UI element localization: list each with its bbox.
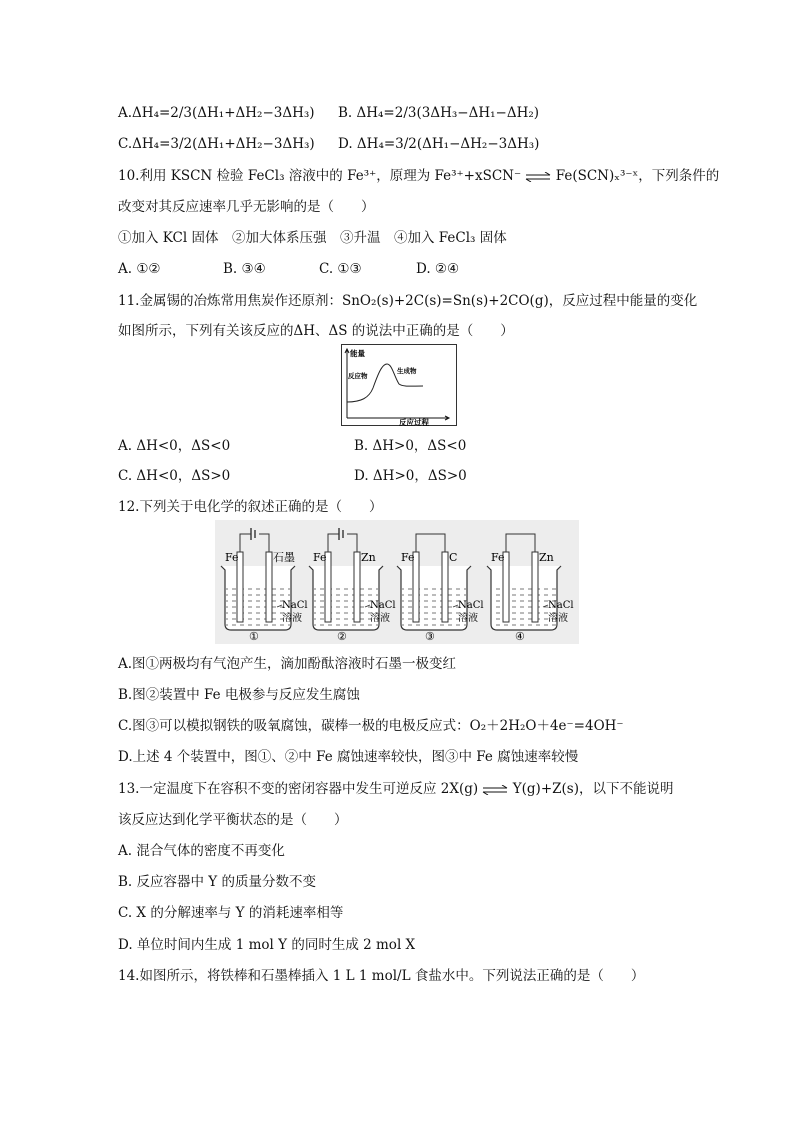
q11-option-d: D. ΔH>0，ΔS>0 — [354, 468, 467, 484]
cell-2-right-label: Zn — [361, 551, 376, 564]
q10-option-b: B. ③④ — [223, 261, 266, 277]
q13-stem-line2: 该反应达到化学平衡状态的是（ ） — [118, 812, 348, 828]
cell-2-sol1: NaCl — [370, 600, 396, 611]
cell-2-number: ② — [337, 630, 347, 643]
q10-option-d: D. ②④ — [416, 261, 460, 277]
cell-3-sol2: 溶液 — [458, 613, 478, 624]
cell-1-number: ① — [249, 630, 259, 643]
q11-stem-line2: 如图所示，下列有关该反应的ΔH、ΔS 的说法中正确的是（ ） — [118, 323, 514, 339]
cell-1-left-label: Fe — [225, 551, 239, 564]
q12-stem: 12.下列关于电化学的叙述正确的是（ ） — [118, 499, 383, 515]
energy-diagram — [341, 344, 457, 426]
energy-xlabel: 反应过程 — [399, 418, 429, 426]
q10-stem-line1 — [118, 166, 719, 186]
cell-4-sol2: 溶液 — [548, 613, 568, 624]
q10-stem-part2: Fe(SCN)ₓ³⁻ˣ，下列条件的 — [555, 168, 720, 184]
cell-2-sol2: 溶液 — [370, 613, 390, 624]
q13-stem-line1 — [118, 779, 673, 799]
q12-option-d: D.上述 4 个装置中，图①、②中 Fe 腐蚀速率较快，图③中 Fe 腐蚀速率较慢 — [118, 749, 579, 765]
q13-stem-part1: 13.一定温度下在容积不变的密闭容器中发生可逆反应 2X(g) — [118, 781, 479, 797]
q12-option-c: C.图③可以模拟钢铁的吸氧腐蚀，碳棒一极的电极反应式：O₂＋2H₂O＋4e⁻=4OH⁻ — [118, 718, 624, 734]
q12-option-a: A.图①两极均有气泡产生，滴加酚酞溶液时石墨一极变红 — [118, 656, 457, 672]
q13-option-b: B. 反应容器中 Y 的质量分数不变 — [118, 874, 316, 890]
cell-2-left-label: Fe — [313, 551, 327, 564]
q13-option-a: A. 混合气体的密度不再变化 — [118, 843, 285, 859]
cell-3-number: ③ — [425, 630, 435, 643]
cell-4-number: ④ — [515, 630, 525, 643]
cell-1-sol2: 溶液 — [282, 613, 302, 624]
q13-option-c: C. X 的分解速率与 Y 的消耗速率相等 — [118, 905, 344, 921]
q9-option-d: D. ΔH₄=3/2(ΔH₁−ΔH₂−3ΔH₃) — [338, 136, 540, 152]
q12-option-b: B.图②装置中 Fe 电极参与反应发生腐蚀 — [118, 687, 360, 703]
q13-option-d: D. 单位时间内生成 1 mol Y 的同时生成 2 mol X — [118, 937, 416, 953]
q13-stem-part2: Y(g)+Z(s)，以下不能说明 — [512, 781, 674, 797]
cell-4-left-label: Fe — [491, 551, 505, 564]
cell-4-right-label: Zn — [539, 551, 554, 564]
q9-option-b: B. ΔH₄=2/3(3ΔH₃−ΔH₁−ΔH₂) — [338, 105, 540, 121]
q10-stem-part1: 10.利用 KSCN 检验 FeCl₃ 溶液中的 Fe³⁺，原理为 Fe³⁺+xSCN⁻ — [118, 168, 522, 184]
electrochem-cells-figure — [215, 520, 579, 644]
q9-option-c: C.ΔH₄=3/2(ΔH₁+ΔH₂−3ΔH₃) — [118, 136, 315, 152]
cell-1-sol1: NaCl — [282, 600, 308, 611]
q14-stem: 14.如图所示，将铁棒和石墨棒插入 1 L 1 mol/L 食盐水中。下列说法正确的是（ ） — [118, 968, 645, 984]
q10-option-a: A. ①② — [118, 261, 161, 277]
q10-items: ①加入 KCl 固体 ②加大体系压强 ③升温 ④加入 FeCl₃ 固体 — [118, 230, 507, 246]
q10-option-c: C. ①③ — [319, 261, 362, 277]
cell-3-right-label: C — [449, 551, 458, 564]
energy-reactant-label: 反应物 — [348, 372, 368, 380]
equilibrium-arrow-icon — [482, 785, 508, 795]
q11-stem-line1: 11.金属锡的冶炼常用焦炭作还原剂：SnO₂(s)+2C(s)=Sn(s)+2CO(g)，反应过程中能量的变化 — [118, 293, 698, 309]
energy-product-label: 生成物 — [397, 367, 417, 375]
q10-stem-line2: 改变对其反应速率几乎无影响的是（ ） — [118, 199, 375, 215]
equilibrium-arrow-icon — [525, 172, 551, 182]
q9-option-a: A.ΔH₄=2/3(ΔH₁+ΔH₂−3ΔH₃) — [118, 105, 315, 121]
q11-option-b: B. ΔH>0，ΔS<0 — [354, 438, 467, 454]
q11-option-c: C. ΔH<0，ΔS>0 — [118, 468, 231, 484]
cell-3-left-label: Fe — [401, 551, 415, 564]
energy-ylabel: 能量 — [350, 349, 365, 358]
cell-3-sol1: NaCl — [458, 600, 484, 611]
cell-4-sol1: NaCl — [548, 600, 574, 611]
cell-1-right-label: 石墨 — [273, 551, 295, 564]
q11-option-a: A. ΔH<0，ΔS<0 — [118, 438, 231, 454]
